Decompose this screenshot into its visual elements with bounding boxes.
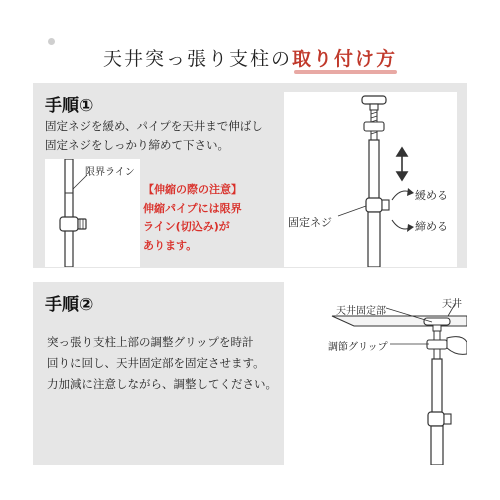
- title-underline: [294, 70, 397, 74]
- loosen-label: 緩める: [415, 189, 448, 202]
- step1-text: [45, 117, 263, 155]
- ceiling-fix-label: 天井固定部: [336, 306, 386, 317]
- title-main: 天井突っ張り支柱の: [102, 48, 292, 70]
- title-highlight: 取り付け方: [292, 48, 398, 70]
- step2-text: [47, 332, 277, 395]
- step1-title: 手順①: [45, 96, 94, 116]
- step2-title: 手順②: [45, 295, 94, 315]
- step2-line-1: 突っ張り支柱上部の調整グリップを時計: [47, 335, 254, 349]
- adjust-grip-label: 調節グリップ: [328, 342, 388, 353]
- step1-main-illustration: [284, 92, 457, 267]
- title-highlight-wrap: [292, 44, 397, 71]
- step2-main-illustration: [284, 282, 467, 465]
- step1-panel: [33, 83, 467, 268]
- note-line-2: 伸縮パイプには限界: [143, 201, 242, 215]
- fixing-screw-label: 固定ネジ: [288, 216, 332, 229]
- tighten-label: 締める: [415, 220, 448, 233]
- ceiling-label: 天井: [442, 299, 462, 310]
- limit-line-label: 限界ライン: [85, 167, 135, 178]
- step1-line-1: 固定ネジを緩め、パイプを天井まで伸ばし: [45, 119, 263, 133]
- pole-extend-diagram: [284, 92, 457, 267]
- note-line-4: あります。: [143, 238, 198, 252]
- note-line-1: 【伸縮の際の注意】: [143, 183, 242, 196]
- limit-line-illustration: [45, 159, 140, 267]
- step2-line-3: 力加減に注意しながら、調整してください。: [47, 377, 277, 391]
- expansion-note: [143, 181, 242, 255]
- step1-line-2: 固定ネジをしっかり締めて下さい。: [45, 138, 229, 152]
- step2-panel: [33, 282, 467, 465]
- note-line-3: ライン(切込み)が: [143, 220, 230, 233]
- step2-line-2: 回りに回し、天井固定部を固定させます。: [47, 356, 265, 370]
- page-title: [0, 44, 500, 71]
